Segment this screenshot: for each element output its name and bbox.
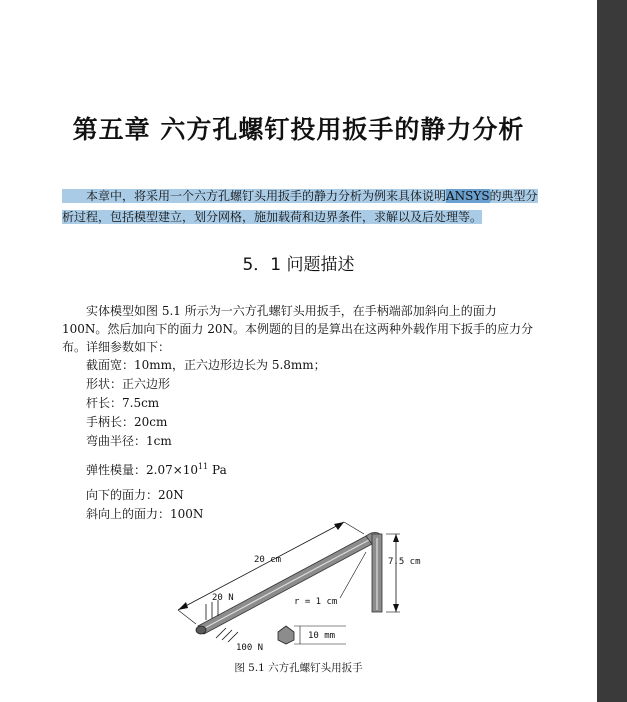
modulus-item	[62, 457, 540, 480]
force-item: 斜向上的面力：100N	[86, 507, 204, 521]
section-title: 5．1 问题描述	[242, 255, 355, 275]
figure-caption: 图 5.1 六方孔螺钉头用扳手	[234, 662, 363, 674]
modulus-label: 弹性模量：2.07×10	[86, 463, 199, 477]
label-up-force: 100 N	[236, 643, 264, 653]
viewer-scroll-rail[interactable]	[597, 0, 627, 702]
section-body	[62, 302, 540, 524]
param-item: 弯曲半径：1cm	[86, 434, 172, 448]
label-length: 20 cm	[254, 555, 282, 565]
param-item: 截面宽：10mm，正六边形边长为 5.8mm；	[86, 358, 326, 372]
label-down-force: 20 N	[212, 593, 234, 603]
chapter-title: 第五章 六方孔螺钉投用扳手的静力分析	[72, 115, 525, 144]
intro-highlight-ansys: ANSYS	[446, 189, 490, 203]
param-item: 杆长：7.5cm	[86, 396, 160, 410]
label-height: 7.5 cm	[388, 557, 421, 567]
modulus-exponent: 11	[198, 462, 209, 471]
intro-text-2: 的典型分析过程，包括模型建立，划分网格，施加载荷和边界条件，求解以及后处理等。	[62, 189, 538, 224]
label-width: 10 mm	[308, 631, 336, 641]
intro-paragraph	[62, 186, 540, 228]
param-item: 形状：正六边形	[86, 377, 171, 391]
hex-section	[278, 626, 294, 644]
label-radius: r = 1 cm	[294, 597, 338, 607]
wrench-end	[196, 626, 206, 634]
problem-paragraph: 实体模型如图 5.1 所示为一六方孔螺钉头用扳手，在手柄端部加斜向上的面力 100N。然后加向下的面力 20N。本例题的目的是算出在这两种外载作用下扳手的应力分布。详细参数如下：	[62, 304, 533, 354]
wrench-figure	[160, 516, 450, 656]
param-item: 手柄长：20cm	[86, 415, 168, 429]
intro-text-1: 本章中，将采用一个六方孔螺钉头用扳手的静力分析为例来具体说明	[62, 189, 446, 203]
force-item: 向下的面力：20N	[86, 488, 184, 502]
modulus-unit: Pa	[208, 463, 227, 477]
